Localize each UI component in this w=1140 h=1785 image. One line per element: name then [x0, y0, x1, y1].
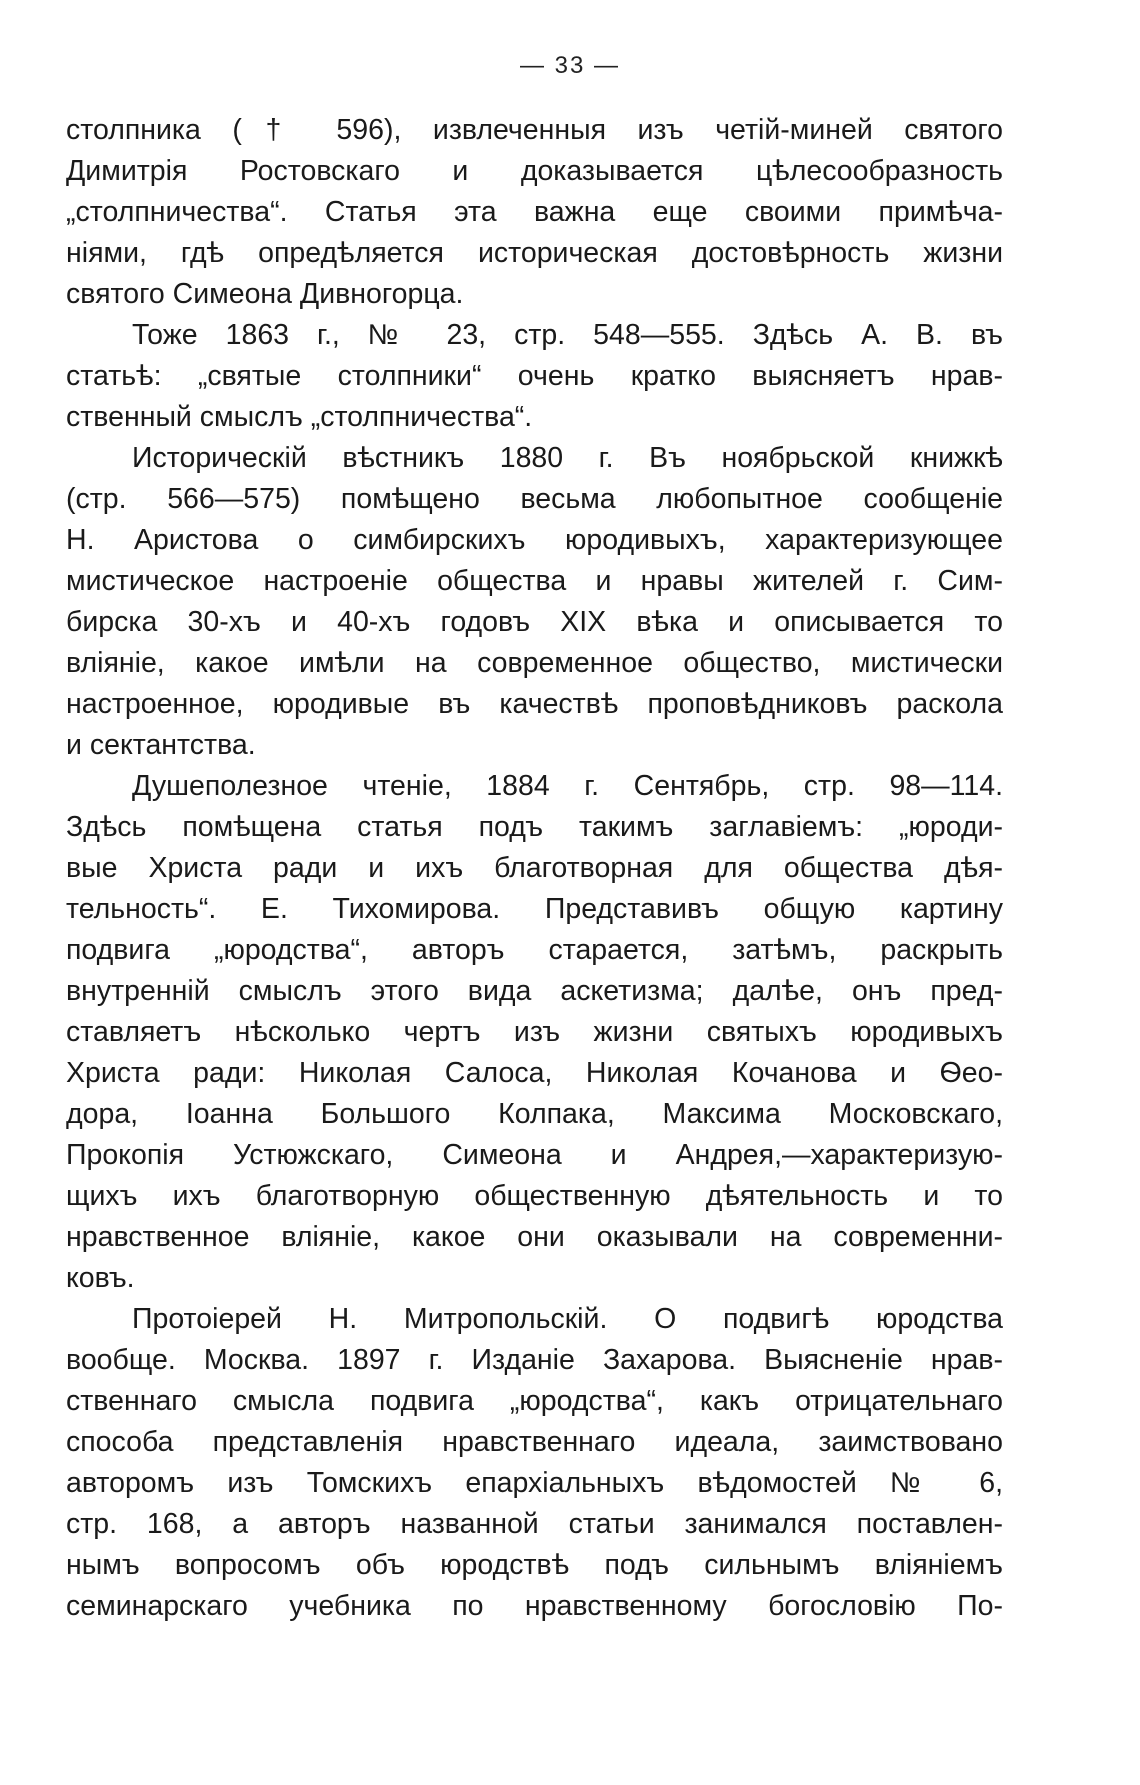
- text-line: настроенное, юродивые въ качествѣ проповѣдниковъ раскола: [66, 688, 1003, 720]
- text-line: ковъ.: [66, 1262, 135, 1294]
- text-line: Христа ради: Николая Салоса, Николая Кочанова и Ѳео-: [66, 1057, 1003, 1089]
- text-line: способа представленія нравственнаго идеала, заимствовано: [66, 1426, 1003, 1458]
- text-line: Н. Аристова о симбирскихъ юродивыхъ, характеризующее: [66, 524, 1003, 556]
- text-line: ственнаго смысла подвига „юродства“, какъ отрицательнаго: [66, 1385, 1003, 1417]
- text-line: ственный смыслъ „столпничества“.: [66, 401, 533, 433]
- text-line: нравственное вліяніе, какое они оказывали на современни-: [66, 1221, 1003, 1253]
- text-line: Тоже 1863 г., № 23, стр. 548—555. Здѣсь А. В. въ: [132, 319, 1003, 351]
- text-line: вые Христа ради и ихъ благотворная для общества дѣя-: [66, 852, 1003, 884]
- text-line: „столпничества“. Статья эта важна еще своими примѣча-: [66, 196, 1003, 228]
- text-line: столпника († 596), извлеченныя изъ четій-миней святого: [66, 114, 1003, 146]
- text-line: нымъ вопросомъ объ юродствѣ подъ сильнымъ вліяніемъ: [66, 1549, 1003, 1581]
- text-line: (стр. 566—575) помѣщено весьма любопытное сообщеніе: [66, 483, 1003, 515]
- text-line: Здѣсь помѣщена статья подъ такимъ заглавіемъ: „юроди-: [66, 811, 1003, 843]
- text-line: семинарскаго учебника по нравственному богословію По-: [66, 1590, 1003, 1622]
- text-line: вліяніе, какое имѣли на современное общество, мистически: [66, 647, 1003, 679]
- paragraph-1: [66, 110, 1003, 315]
- text-line: Душеполезное чтеніе, 1884 г. Сентябрь, стр. 98—114.: [132, 770, 1003, 802]
- text-line: авторомъ изъ Томскихъ епархіальныхъ вѣдомостей № 6,: [66, 1467, 1003, 1499]
- text-line: ставляетъ нѣсколько чертъ изъ жизни святыхъ юродивыхъ: [66, 1016, 1003, 1048]
- text-line: Димитрія Ростовскаго и доказывается цѣлесообразность: [66, 155, 1003, 187]
- text-line: вообще. Москва. 1897 г. Изданіе Захарова. Выясненіе нрав-: [66, 1344, 1003, 1376]
- text-line: святого Симеона Дивногорца.: [66, 278, 464, 310]
- text-line: статьѣ: „святые столпники“ очень кратко выясняетъ нрав-: [66, 360, 1003, 392]
- text-line: мистическое настроеніе общества и нравы жителей г. Сим-: [66, 565, 1003, 597]
- text-line: дора, Іоанна Большого Колпака, Максима Московскаго,: [66, 1098, 1003, 1130]
- text-line: подвига „юродства“, авторъ старается, затѣмъ, раскрыть: [66, 934, 1003, 966]
- text-line: Прокопія Устюжскаго, Симеона и Андрея,—характеризую-: [66, 1139, 1003, 1171]
- paragraph-4: [66, 766, 1003, 1299]
- text-line: и сектантства.: [66, 729, 256, 761]
- body-text: [66, 110, 1003, 1627]
- text-line: Историческій вѣстникъ 1880 г. Въ ноябрьской книжкѣ: [132, 442, 1003, 474]
- page-number: — 33 —: [519, 52, 621, 79]
- text-line: стр. 168, а авторъ названной статьи занимался поставлен-: [66, 1508, 1003, 1540]
- text-line: Протоіерей Н. Митропольскій. О подвигѣ юродства: [132, 1303, 1003, 1335]
- paragraph-3: [66, 438, 1003, 766]
- text-line: внутренній смыслъ этого вида аскетизма; далѣе, онъ пред-: [66, 975, 1003, 1007]
- paragraph-2: [66, 315, 1003, 438]
- text-line: щихъ ихъ благотворную общественную дѣятельность и то: [66, 1180, 1003, 1212]
- text-line: тельность“. Е. Тихомирова. Представивъ общую картину: [66, 893, 1003, 925]
- text-line: ніями, гдѣ опредѣляется историческая достовѣрность жизни: [66, 237, 1003, 269]
- paragraph-5: [66, 1299, 1003, 1627]
- text-line: бирска 30-хъ и 40-хъ годовъ XIX вѣка и описывается то: [66, 606, 1003, 638]
